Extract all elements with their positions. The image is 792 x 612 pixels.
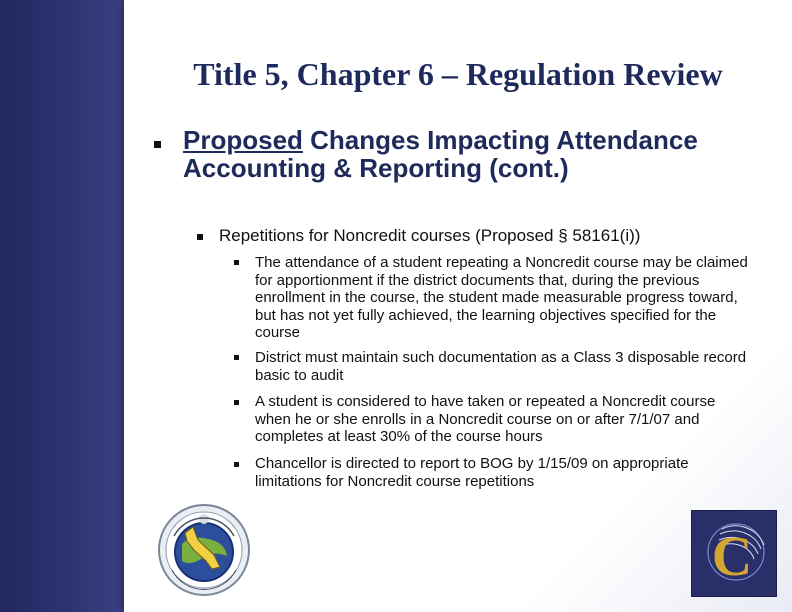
- section-heading: [183, 126, 743, 182]
- detail-item: A student is considered to have taken or repeated a Noncredit course when he or she enrolls in a Noncredit course on or after 7/1/07 and completes at least 30% of the course hours: [255, 393, 716, 445]
- bullet-square-icon: [234, 400, 239, 405]
- logo-letter: C: [711, 526, 753, 588]
- bullet-square-icon: [234, 355, 239, 360]
- detail-item: The attendance of a student repeating a Noncredit course may be claimed for apportionment if the district documents that, during the previous enrollment in the course, the student made measurable progress toward, but has not yet fully achieved, the learning objectives specified for the course: [255, 254, 748, 341]
- left-decorative-band: [0, 0, 124, 612]
- bullet-square-icon: [234, 462, 239, 467]
- bullet-square-icon: [234, 260, 239, 265]
- detail-item: Chancellor is directed to report to BOG by 1/15/09 on appropriate limitations for Noncredit course repetitions: [255, 455, 689, 490]
- slide-title: Title 5, Chapter 6 – Regulation Review: [193, 56, 723, 92]
- cacrao-seal-logo: [154, 503, 254, 597]
- bullet-square-icon: [197, 234, 203, 240]
- subheading-item: Repetitions for Noncredit courses (Proposed § 58161(i)): [219, 226, 641, 245]
- heading-text: Changes Impacting Attendance Accounting & Reporting (cont.): [183, 125, 698, 183]
- heading-underlined-word: Proposed: [183, 125, 303, 155]
- college-c-logo: [692, 511, 776, 596]
- detail-item: District must maintain such documentation as a Class 3 disposable record basic to audit: [255, 349, 747, 384]
- c-emblem-icon: [692, 511, 776, 596]
- bullet-square-icon: [154, 141, 161, 148]
